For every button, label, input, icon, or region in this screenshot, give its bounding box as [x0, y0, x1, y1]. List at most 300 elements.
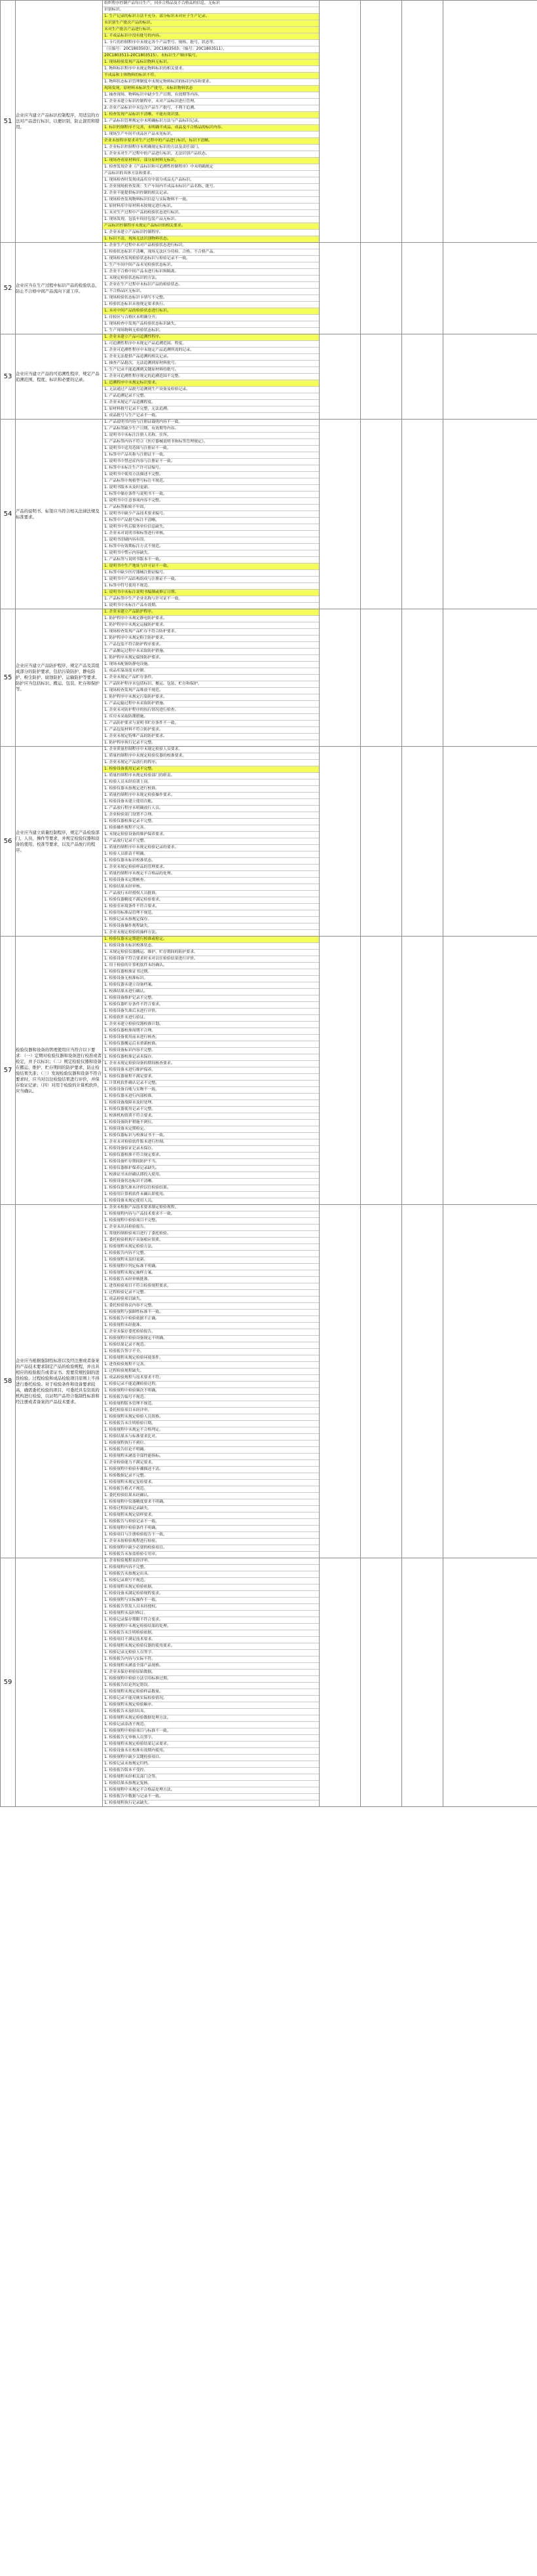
finding-line: 1. 检验规程未规定检验环境条件。: [103, 1355, 319, 1362]
finding-line: 1. 说明书中适用范围与注册证不一致。: [103, 446, 319, 452]
requirement-clause: 企业应当建立产品的可追溯性程序，规定产品追溯范围、程度、标识和必要的记录。: [16, 334, 103, 420]
finding-list: [103, 1558, 320, 1807]
row-number: 57: [1, 937, 16, 1205]
finding-line: 1. 检验仪器未进行内部校准。: [103, 1094, 319, 1100]
finding-line: 1. 委托检验项目未经评审。: [103, 1408, 319, 1414]
finding-line: 1. 标识不清，现场无法识别物料状态。: [103, 236, 319, 242]
finding-line: 1. 检验仪器校准记录不完整。: [103, 819, 319, 825]
finding-line: 1. 检验状态标识未按规定要求执行。: [103, 302, 319, 308]
finding-line: 1. 检验仪器标识与校准证书不一致。: [103, 1133, 319, 1139]
finding-line: 1. 检验规程版本管理不规范。: [103, 1401, 319, 1408]
empty-cell-2: [361, 243, 402, 334]
finding-line: 1. 检验人员未经培训上岗。: [103, 779, 319, 786]
finding-line: 1. 质量控制程序未规定检验部门的职责。: [103, 773, 319, 779]
finding-line: 1. 检验记录未按规定保存。: [103, 917, 319, 923]
finding-line: 1. 质量控制程序中未规定检验记录的要求。: [103, 845, 319, 851]
empty-cell-3: [402, 937, 443, 1205]
finding-line: 1. 检验规程执行不到位。: [103, 1440, 319, 1447]
finding-line: 1. 检验记录填写不规范。: [103, 1578, 319, 1584]
finding-line: 1. 成品检验项目缺失。: [103, 1297, 319, 1303]
empty-cell-3: [402, 420, 443, 609]
table-row: [1, 1558, 537, 1807]
finding-line: 1. 检验设备不符合要求时未对以往检验结果进行评价。: [103, 956, 319, 963]
finding-line: 1. 检验结果未按规定复核。: [103, 1781, 319, 1787]
finding-line: 1. 产品搬运过程中未采取防护措施。: [103, 649, 319, 655]
finding-line: 1. 企业未规定检验样品的管理要求。: [103, 865, 319, 871]
finding-line: 1. 产品标识管理规定中未明确标识方法与产品标识记录。: [103, 118, 319, 125]
finding-line: 1. 企业未对生产过程中的产品进行标识，无法识别产品状态。: [103, 151, 319, 158]
finding-line: 1. 检验操作规程不完善。: [103, 825, 319, 832]
finding-line: 1. 检验规程中检验项目与标准不一致。: [103, 1728, 319, 1735]
finding-line: 1. 检验结果记录不规范。: [103, 1342, 319, 1349]
finding-line: 1. 检验仪器未建立设备档案。: [103, 982, 319, 989]
finding-line: 1. 检验规程中缺少关键检验项目。: [103, 1755, 319, 1761]
finding-line: 1. 检验用标准品管理不规范。: [103, 910, 319, 917]
finding-line: 1. 校准结果未进行确认。: [103, 989, 319, 995]
finding-line: 1. 防护程序中未规定静电防护要求。: [103, 616, 319, 622]
finding-line: 1. 检验设备使用记录不完整。: [103, 766, 319, 773]
finding-line: 1. 检验人员职责不明确。: [103, 851, 319, 858]
finding-line: 1. 用于检验的计算机软件未经确认。: [103, 963, 319, 969]
finding-line: 1. 检验仪器失准未评价以往检验结果。: [103, 1185, 319, 1192]
finding-line: 1. 产品追溯记录不完整。: [103, 393, 319, 400]
finding-line: 1. 检验项目不满足技术要求。: [103, 1637, 319, 1643]
finding-line: 1. 进货检验项目不符合检验规程要求。: [103, 1283, 319, 1290]
empty-cell-4: [443, 937, 537, 1205]
empty-cell-1: [320, 1558, 361, 1807]
finding-line: 1. 无法通过产品批号追溯到生产设备及检验记录。: [103, 387, 319, 393]
finding-line: 1. 抽查产品批次，无法追溯到原材料批号。: [103, 361, 319, 367]
finding-line: 1. 企业未规定产品追溯程度。: [103, 400, 319, 406]
finding-line: 1. 检验仪器维护保养记录缺失。: [103, 1166, 319, 1172]
finding-line: 1. 检验报告未加盖检验专用章。: [104, 1552, 160, 1556]
finding-line: 1. 产品防护要求与说明书贮存条件不一致。: [103, 721, 319, 727]
finding-line: 1. 产品标签缺少生产日期、有效期等内容。: [103, 426, 319, 433]
finding-line: 1. 检验规程未规定检验样品数量。: [103, 1689, 319, 1696]
requirement-clause: 企业应当根据强制性标准以及经注册或者备案的产品技术要求制定产品的检验规程，并出具相应的检验报告或者证书。需要常规控制的进货检验、过程检验和成品检验项目原则上不得进行委托检验。对于检验条件和设备要求较高，确需委托检验的项目，可委托具有资质的机构进行检验，以证明产品符合强制性标准和经注册或者备案的产品技术要求。: [16, 1205, 103, 1558]
finding-line: 1. 防护程序中未规定污染防护要求。: [103, 694, 319, 701]
finding-line: 1. 检验项目与注册检验报告不一致。: [103, 1532, 319, 1539]
finding-line: 1. 检验规程中未规定检验结果的处理。: [103, 1624, 319, 1630]
finding-line: 1. 检验仪器未标识校准状态。: [103, 858, 319, 865]
finding-line: 1. 产品说明书内容与注册证载明内容不一致。: [103, 420, 319, 426]
finding-line: 1. 检验用计算机软件未确认即使用。: [103, 1192, 319, 1198]
empty-cell-4: [443, 243, 537, 334]
finding-line: 1. 产品标签粘贴不牢固。: [103, 505, 319, 511]
finding-line: 1. 检验规程未及时修订。: [103, 1611, 319, 1617]
finding-line: 1. 检验记录不能追溯检验过程。: [103, 1382, 319, 1388]
finding-line: 1. 检验规程未规定复检要求。: [103, 1480, 319, 1486]
table-row: [1, 334, 537, 420]
finding-line: 1. 企业未对防护程序的执行情况进行检查。: [103, 707, 319, 714]
finding-line: 1. 检验规程未规定检验仪器的使用要求。: [103, 1643, 319, 1650]
finding-line: 1. 检验设备未建立使用台账。: [103, 799, 319, 806]
finding-line: 1. 待检区与合格区未明确分开。: [103, 315, 319, 321]
finding-line: 1. 未对生产过程中产品的检验状态进行标识。: [103, 210, 319, 217]
finding-list: [103, 334, 320, 420]
finding-line: 1. 生产记录的标识方法不充分，部分标识未对应于生产记录。: [103, 14, 319, 20]
finding-line: 1. 说明书中使用方法描述不完整。: [103, 472, 319, 478]
finding-line: 1. 检验报告未注明检验依据。: [103, 1630, 319, 1637]
finding-line: 1. 标签中产品名称与注册证不一致。: [103, 452, 319, 459]
finding-line: 1. 检验报告未经审核批准。: [103, 1277, 319, 1283]
finding-line: 1. 检验规程中缺少必要的检验项目。: [103, 1545, 319, 1552]
finding-line: 1. 检查发现产品标识不清晰，不能有效识别。: [103, 112, 319, 118]
finding-line: 1. 企业未建立标识控制程序，未对产品标识进行管理。: [103, 99, 319, 105]
finding-line: 1. 常规控制检验项目进行了委托检验。: [103, 1231, 319, 1238]
finding-line: 1. 成品库温湿度未控制。: [103, 668, 319, 675]
finding-line: 1. 企业未出具检验报告。: [103, 1225, 319, 1231]
finding-line: 1. 标签中储存条件与说明书不一致。: [103, 492, 319, 498]
empty-cell-2: [361, 609, 402, 747]
finding-line: 1. 检验规程未及时更新。: [103, 1257, 319, 1264]
empty-cell-1: [320, 420, 361, 609]
finding-line: 1. 过程检验规程缺失。: [103, 1368, 319, 1375]
finding-line: 2. 企业产品标识中未包含产品生产批号，不利于追溯。: [103, 105, 319, 112]
finding-line: 1. 说明书中警示内容缺失。: [103, 550, 319, 557]
finding-line: 1. 现场生产车间半成品区产品未见标识。: [103, 132, 319, 138]
finding-line: 1. 检验规程中检验步骤描述不清。: [103, 1467, 319, 1473]
finding-line: 1. 企业未根据产品技术要求制定检验规程。: [103, 1205, 319, 1211]
finding-line: 1. 防护程序执行记录不完整。: [104, 741, 156, 745]
finding-line: 1. 企业检验能力不满足要求。: [103, 1460, 319, 1467]
requirement-clause: 企业应当在生产过程中标识产品的检验状态，防止不合格中间产品流向下道工序。: [16, 243, 103, 334]
empty-cell-2: [361, 420, 402, 609]
finding-line: 1. 检验规程内容与产品技术要求不一致。: [103, 1211, 319, 1218]
empty-cell-1: [320, 243, 361, 334]
finding-list: [103, 420, 320, 609]
finding-line: 1. 企业未建立产品防护程序。: [103, 609, 319, 616]
empty-cell-4: [443, 747, 537, 937]
finding-line: 1. 检验设备验证记录未保存。: [103, 1146, 319, 1153]
finding-line: 1. 标签中未标注生产许可证编号。: [103, 465, 319, 472]
finding-line: 1. 检验报告内容不完整。: [103, 1251, 319, 1257]
finding-list: [103, 243, 320, 334]
finding-line: 1. 原材料批号记录不完整，无法追溯。: [103, 406, 319, 413]
finding-list: [103, 747, 320, 937]
finding-line: 1. 现场检查发现产品贮存不符合防护要求。: [103, 629, 319, 635]
empty-cell-2: [361, 747, 402, 937]
finding-line: 1. 检验记录涂改不规范。: [103, 1722, 319, 1728]
empty-cell-3: [402, 334, 443, 420]
finding-line: 1. 标签中有效期标注方式不规范。: [103, 544, 319, 550]
finding-line: 1. 成品批号与生产记录不一致。: [104, 414, 160, 418]
empty-cell-4: [443, 1, 537, 243]
finding-line: 1. 生产记录不能追溯到关键原材料的批号。: [103, 367, 319, 374]
finding-line: 企业未按程序要求对生产过程中的产品进行标识，标识不清晰。: [103, 138, 319, 145]
empty-cell-4: [443, 1558, 537, 1807]
empty-cell-1: [320, 937, 361, 1205]
finding-line: 1. 企业未建立产品标识控制程序。: [103, 230, 319, 236]
finding-line: 1. 说明书中生产地址与许可证不一致。: [103, 564, 319, 570]
finding-line: 1. 检验仪器校准记录未保存。: [103, 1054, 319, 1061]
finding-line: 1. 检验仪器未按规定进行校准。: [103, 786, 319, 793]
finding-line: 1. 委托检验机构不具备相应资质。: [103, 1238, 319, 1244]
finding-line: 1. 计算机软件确认记录不完整。: [103, 1081, 319, 1087]
finding-line: 1. 防护程序未规定腐蚀防护要求。: [103, 655, 319, 662]
finding-line: 1. 检验报告版本不受控。: [103, 1768, 319, 1774]
finding-line: 1. 检验仪器未定期进行校准或检定。: [103, 937, 319, 943]
empty-cell-2: [361, 1205, 402, 1558]
finding-line: 1. 检验仪器精度不满足检验要求。: [103, 897, 319, 904]
finding-line: 1. 生产现场物料无检验状态标识。: [104, 329, 163, 332]
finding-line: 1. 产品放行未经授权人员批准。: [103, 891, 319, 897]
finding-line: 1. 检验记录保存期限不符合要求。: [103, 1617, 319, 1624]
row-number: 53: [1, 334, 16, 420]
finding-line: 1. 检验规程未规定检验方法。: [103, 1244, 319, 1251]
finding-line: 1. 检验仪器校准周期不合理。: [103, 1028, 319, 1035]
finding-line: 1. 检验设备状态标识不清晰。: [103, 1179, 319, 1185]
finding-list: [103, 1, 320, 243]
row-number: 56: [1, 747, 16, 937]
finding-line: 1. 说明书版本未及时更新。: [103, 485, 319, 492]
finding-line: 1. 检验报告未注明检验日期。: [103, 1421, 319, 1427]
finding-line: 1. 追溯程序中未规定标识要求。: [103, 380, 319, 387]
finding-line: 1. 产品包装不符合防护程序要求。: [103, 642, 319, 649]
row-number: 51: [1, 1, 16, 243]
finding-line: 1. 检验报告未及时出具。: [103, 1709, 319, 1715]
finding-line: 组织程序控制产品每日生产，同步合格品及不合格品的信息，无标识: [103, 1, 319, 7]
finding-line: 1. 检验设备未满足检验规程要求。: [103, 1591, 319, 1598]
finding-line: 1. 检验报告内容与实际不符。: [103, 1656, 319, 1663]
finding-list: [103, 1205, 320, 1558]
finding-line: 1. 物料状态标识管理制度中未规定物料标识的标识内容和要求。: [103, 79, 319, 86]
finding-line: 1. 未规定检验仪器搬运、维护、贮存期间的防护要求。: [103, 950, 319, 956]
finding-line: 1. 企业未建立产品可追溯性程序。: [103, 334, 319, 341]
finding-line: 1. 检验室环境条件不符合要求。: [103, 904, 319, 910]
finding-line: 1. 产品标签中规格型号标注不规范。: [103, 478, 319, 485]
finding-line: 1. 检验设备未标识校准状态。: [103, 943, 319, 950]
finding-line: 1. 说明书中未标注产品有效期。: [104, 603, 160, 607]
finding-line: 1. 企业标识控制程序未明确规定标识的方法及责任部门。: [103, 145, 319, 151]
finding-line: 1. 委托检验协议内容不完整。: [103, 1303, 319, 1310]
finding-line: 1. 物料标识程序中未规定物料标识的相关要求。: [103, 66, 319, 73]
finding-line: 1. 检验规程与强制性标准不一致。: [103, 1310, 319, 1316]
finding-line: 1. 检验设备未进行维护保养。: [103, 1067, 319, 1074]
finding-line: 1. 企业未保存检验原始数据。: [103, 1670, 319, 1676]
empty-cell-4: [443, 1205, 537, 1558]
table-row: [1, 420, 537, 609]
finding-line: 1. 检验规程中检验条件不明确。: [103, 1526, 319, 1532]
finding-line: 1. 检验规程执行记录缺失。: [104, 1801, 152, 1805]
finding-line: 1. 检验记录无检验人员签字。: [103, 1650, 319, 1656]
finding-line: 2. 企业不能提供标识控制的相关记录。: [103, 190, 319, 197]
finding-line: 1. 检验报告签字不全。: [103, 1349, 319, 1355]
finding-line: 1. 企业未建立检验仪器校准计划。: [103, 1022, 319, 1028]
finding-line: 1. 检验规程未经相关部门会签。: [103, 1774, 319, 1781]
finding-line: 1. 未对中间产品的检验状态进行标识。: [103, 308, 319, 315]
finding-line: 1. 检验设备贮存期间防护不当。: [103, 1159, 319, 1166]
finding-line: 1. 检验规程未规定检验依据。: [103, 1584, 319, 1591]
finding-line: 1. 现场检验状态标识卡填写不完整。: [103, 295, 319, 302]
finding-line: 1. 检验规程未规定检验顺序。: [103, 1702, 319, 1709]
finding-line: 1. 检验报告结论不明确。: [103, 1447, 319, 1454]
finding-line: 1. 检验规程与实际操作不一致。: [103, 1598, 319, 1604]
finding-line: 1. 产品放行记录不完整。: [103, 838, 319, 845]
finding-line: 1. 检验规程未规定抽样方案。: [103, 1270, 319, 1277]
finding-line: 1. 检验设备未规定使用人员。: [104, 1199, 156, 1203]
finding-line: 1. 产品运输过程中未采取防护措施。: [103, 701, 319, 707]
finding-line: 1. 未规定检验设备的维护保养要求。: [103, 832, 319, 838]
finding-line: 1. 检验规程内容不完整。: [103, 1565, 319, 1571]
finding-line: 1. 检验设备失准后未进行评价。: [103, 1009, 319, 1015]
finding-line: 1. 半成品标识中没有批号的内容。: [103, 33, 319, 40]
finding-line: 1. 检验报告与检验记录不一致。: [103, 1519, 319, 1526]
finding-line: 1. 企业未对说明书和标签进行审核。: [103, 531, 319, 537]
table-row: [1, 937, 537, 1205]
requirement-clause: 检验仪器和设备的管理使用应当符合以下要求：（一）定期对检验仪器和设备进行校准或者检定，并予以标识；（二）规定检验仪器和设备在搬运、维护、贮存期间的防护要求，防止检验结果失准；（三）发现检验仪器和设备不符合要求时，应当对以往检验结果进行评价，并保存验证记录；（四）对用于检验的计算机软件，应当确认。: [16, 937, 103, 1205]
finding-line: 1. 进货检验规程不完善。: [103, 1362, 319, 1368]
finding-line: 1. 检验规程未规定检验人员资格。: [103, 1414, 319, 1421]
finding-line: 1. 检验规程未经批准。: [103, 1323, 319, 1329]
finding-line: 1. 检验数据记录不完整。: [103, 1473, 319, 1480]
finding-line: 1. 检验设备未定期检定。: [103, 1126, 319, 1133]
finding-line: 1. 检验规程中判定标准不明确。: [103, 1264, 319, 1270]
finding-line: 1. 说明书中注意事项内容不完整。: [103, 498, 319, 505]
empty-cell-1: [320, 1205, 361, 1558]
finding-line: 1. 说明书印刷内容有误。: [103, 537, 319, 544]
finding-line: 1. 说明书中未标注说明书编制或修订日期。: [103, 590, 319, 596]
finding-line: 1. 标签中缺少医疗器械注册证编号。: [103, 570, 319, 577]
requirement-clause: 产品的说明书、标签应当符合相关法律法规及标准要求。: [16, 420, 103, 609]
finding-line: 未识别生产批次产品的标识。: [103, 20, 319, 27]
finding-line: 1. 企业不合格中间产品未进行标识和隔离。: [103, 269, 319, 276]
finding-line: 1. 企业可追溯性程序中未规定产品追溯所需的记录。: [103, 348, 319, 354]
finding-line: 1. 企业未保存委托检验报告。: [103, 1329, 319, 1336]
empty-cell-3: [402, 1558, 443, 1807]
finding-line: 1. 检验设备台账与实物不一致。: [103, 1087, 319, 1094]
finding-line: 1. 检验结果未与标准要求比对。: [103, 1434, 319, 1440]
table-row: [1, 1205, 537, 1558]
finding-line: 1. 标识控制程序不完善，未明确半成品、成品及不合格品的标识内容。: [103, 125, 319, 132]
finding-line: 1. 质量控制程序中未规定检验仪器的校准要求。: [103, 753, 319, 760]
finding-line: 1. 成品检验规程与技术要求不符。: [103, 1375, 319, 1382]
finding-line: 1. 校准机构资质不符合要求。: [103, 1113, 319, 1120]
finding-line: 1. 原材料库中原材料未按规定进行标识。: [103, 204, 319, 210]
finding-line: 1. 卡片的控制程序中未规定各个产品型号、规格、批号、状态等。: [103, 40, 319, 46]
finding-line: 20C1803511-20C1803515）。未标识生产顺序编号。: [103, 53, 319, 60]
finding-line: 1. 企业无法提供产品追溯的相关记录。: [103, 354, 319, 361]
row-number: 55: [1, 609, 16, 747]
finding-line: 1. 检验报告无审核人员签字。: [103, 1735, 319, 1742]
finding-line: 1. 产品标签内容不符合《医疗器械说明书和标签管理规定》。: [103, 439, 319, 446]
empty-cell-2: [361, 334, 402, 420]
empty-cell-4: [443, 334, 537, 420]
table-row: [1, 1, 537, 243]
finding-line: 1. 检验设备未定期核查。: [103, 878, 319, 884]
finding-line: 1. 说明书中未标注注册人名称、住所。: [103, 433, 319, 439]
finding-line: 1. 检验过程原始记录缺失。: [103, 1506, 319, 1512]
finding-line: 1. 检验规程中检验设备规定不明确。: [103, 1336, 319, 1342]
empty-cell-3: [402, 1, 443, 243]
empty-cell-4: [443, 609, 537, 747]
empty-cell-1: [320, 747, 361, 937]
finding-line: 1. 质量控制程序未规定不合格品的处理。: [103, 871, 319, 878]
empty-cell-4: [443, 420, 537, 609]
finding-line: 1. 委托检验结果未经确认。: [103, 1493, 319, 1499]
finding-line: 1. 未规定检验状态标识的方法。: [103, 276, 319, 282]
finding-line: 1. 检验仪器校准不符合规定要求。: [103, 1153, 319, 1159]
finding-line: 1. 现场检查时发现成品库房中部分成品无产品标识。: [103, 177, 319, 184]
empty-cell-3: [402, 1205, 443, 1558]
finding-line: （且编号：20C1803503），20C1803503；（编号：20C1803511），: [103, 46, 319, 53]
finding-line: 1. 企业未规定产品放行的程序。: [103, 760, 319, 766]
finding-line: 1. 企业未对检验软件版本进行控制。: [103, 1139, 319, 1146]
finding-line: 1. 检验规程中未规定不合格判定。: [103, 1427, 319, 1434]
finding-line: 1. 企业现场检查发现：生产车间内半成品未标识产品名称、批号。: [103, 184, 319, 190]
finding-line: 1. 检验规程未涵盖全部性能指标。: [103, 1454, 319, 1460]
empty-cell-3: [402, 243, 443, 334]
finding-line: 1. 说明书中禁忌症内容与注册证不一致。: [103, 459, 319, 465]
finding-line: 1. 检验规程未规定检验数据处理方法。: [103, 1715, 319, 1722]
table-row: [1, 243, 537, 334]
finding-line: 1. 检验报告签发人员未经授权。: [103, 1604, 319, 1611]
finding-line: 1. 产品标签中生产企业名称与许可证不一致。: [103, 596, 319, 603]
finding-line: 1. 检验设备标识内容不完整。: [103, 1048, 319, 1054]
finding-line: 1. 检验报告编号不规范。: [103, 1395, 319, 1401]
finding-line: 1. 企业生产过程中未对产品检验状态进行标识。: [103, 243, 319, 249]
finding-line: 1. 说明书中产品结构组成与注册证不一致。: [103, 577, 319, 583]
finding-line: 1. 检验规程中未规定不合格品处理方法。: [103, 1787, 319, 1794]
empty-cell-2: [361, 937, 402, 1205]
finding-line: 未对生产批次产品进行标识。: [103, 27, 319, 33]
empty-cell-3: [402, 609, 443, 747]
finding-line: 1. 企业检验规程未经评审。: [103, 1558, 319, 1565]
finding-line: 1. 企业未规定检验的抽样方法。: [104, 931, 160, 935]
row-number: 54: [1, 420, 16, 609]
finding-line: 1. 检验设备无校准标识。: [103, 976, 319, 982]
finding-line: 1. 说明书中售后服务单位信息缺失。: [103, 524, 319, 531]
finding-line: 1. 产品标签与说明书版本不一致。: [103, 557, 319, 564]
finding-line: 半成品和主体物料的标识不符。: [103, 73, 319, 79]
finding-line: 1. 现场检查发现检验状态标识与检验记录不一致。: [103, 256, 319, 262]
finding-line: 1. 产品防护程序未包括标识、搬运、包装、贮存和保护。: [103, 681, 319, 688]
finding-line: 1. 检验设备维护记录不完整。: [103, 995, 319, 1002]
requirement-clause: 企业应当建立产品防护程序，规定产品及其组成部分的防护要求，包括污染防护、静电防护、粉尘防护、腐蚀防护、运输防护等要求。防护应当包括标识、搬运、包装、贮存和保护等。: [16, 609, 103, 747]
requirement-clause: 企业应当建立质量控制程序，规定产品检验部门、人员、操作等要求，并规定检验仪器和设备的使用、校准等要求，以及产品放行的程序。: [16, 747, 103, 937]
empty-cell-1: [320, 609, 361, 747]
finding-line: 1. 现场检验发现产品标识物料无标识。: [103, 60, 319, 66]
finding-line: 1. 检验规程中检验项目不完整。: [103, 1218, 319, 1225]
finding-line: 1. 现场查看原材料库，部分原材料无标识。: [103, 158, 319, 164]
empty-cell-1: [320, 1, 361, 243]
finding-list: [103, 937, 320, 1205]
table-row: [1, 747, 537, 937]
finding-line: 1. 检验仪器贮存条件不符合要求。: [103, 1002, 319, 1009]
finding-line: 1. 可追溯性程序中未规定产品追溯范围、程度。: [103, 341, 319, 348]
finding-line: 1. 检验规程未规定留样要求。: [103, 1512, 319, 1519]
finding-line: 1. 检验规程未规定检验结果记录要求。: [103, 1742, 319, 1748]
finding-line: 1. 企业未按检验规程进行检验。: [103, 1539, 319, 1545]
empty-cell-3: [402, 747, 443, 937]
finding-line: 1. 企业未规定特殊产品的防护要求。: [103, 734, 319, 740]
finding-line: 1. 检验设备防护措施不到位。: [103, 1120, 319, 1126]
table-row: [1, 609, 537, 747]
finding-line: 1. 过程检验记录不完整。: [103, 1290, 319, 1297]
finding-line: 1. 检查发现企业《产品标识和可追溯性控制程序》中未明确规定: [103, 164, 319, 171]
finding-line: 1. 检验规程未涵盖全部产品规格。: [103, 1663, 319, 1670]
finding-line: 1. 检验软件未进行验证。: [103, 1015, 319, 1022]
finding-line: 1. 检验设备未在校准有效期内使用。: [103, 1748, 319, 1755]
finding-line: 1. 检验报告未按规定出具。: [103, 1571, 319, 1578]
requirement-clause: 企业应当建立产品标识控制程序，用适宜的方法对产品进行标识，以便识别，防止混用和错用。: [16, 1, 103, 243]
finding-list: [103, 609, 320, 747]
finding-line: 1. 检验规程中检验频次不明确。: [103, 1388, 319, 1395]
empty-cell-1: [320, 334, 361, 420]
finding-line: 1. 检验设备使用前未进行核查。: [103, 1035, 319, 1041]
finding-line: 识别标识。: [103, 7, 319, 14]
finding-line: 1. 标签中产品批号标注不清晰。: [103, 518, 319, 524]
